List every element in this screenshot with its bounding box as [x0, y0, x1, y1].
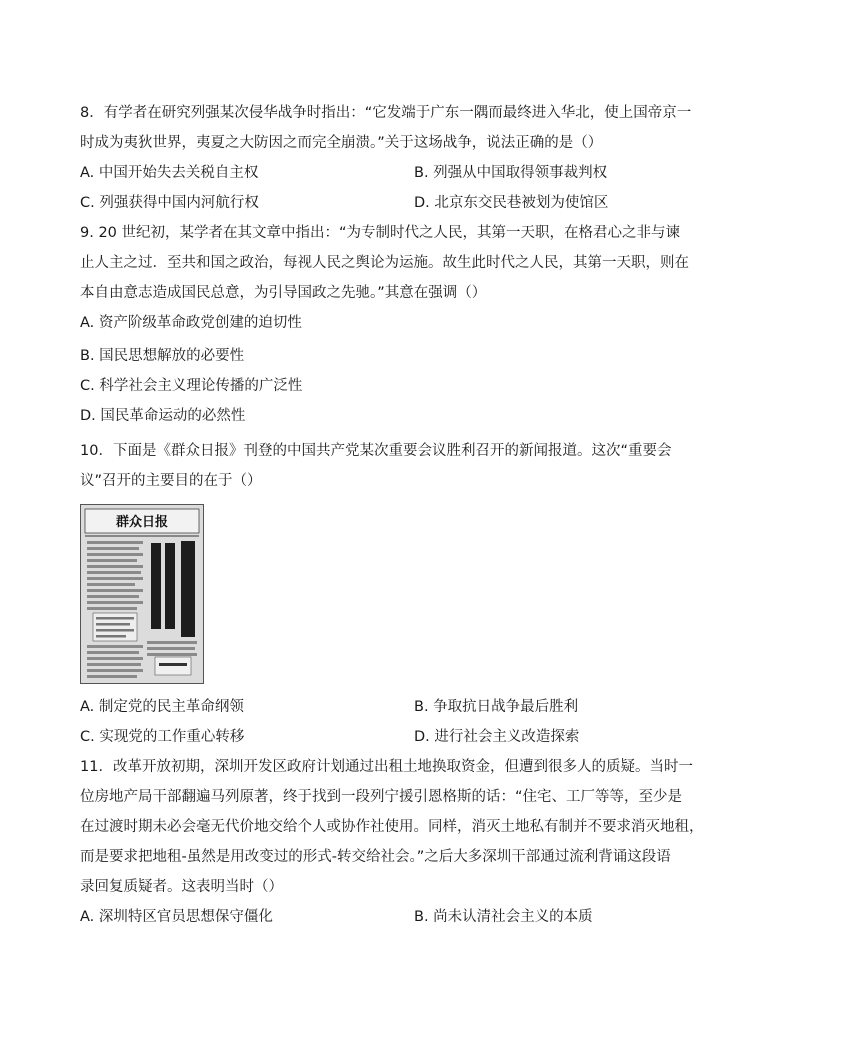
- q9-stem-line-3: 本自由意志造成国民总意，为引导国政之先驰。”其意在强调（）: [80, 285, 487, 301]
- newspaper-illustration: [81, 505, 203, 683]
- q9-stem-line-2: 止人主之过．至共和国之政治，每视人民之舆论为运施。故生此时代之人民，其第一天职，则在: [80, 255, 689, 271]
- q11-stem-line-4: 而是要求把地租-虽然是用改变过的形式-转交给社会。”之后大多深圳干部通过流利背诵这段语: [80, 849, 671, 865]
- q8-option-d[interactable]: D. 北京东交民巷被划为使馆区: [414, 195, 609, 211]
- q10-stem-line-2: 议”召开的主要目的在于（）: [80, 473, 262, 489]
- q8-option-b[interactable]: B. 列强从中国取得领事裁判权: [414, 165, 608, 181]
- q11-stem-line-3: 在过渡时期未必会毫无代价地交给个人或协作社使用。同样，消灭土地私有制并不要求消灭地租，: [80, 819, 704, 835]
- q10-option-c[interactable]: C. 实现党的工作重心转移: [80, 729, 245, 745]
- q9-option-a[interactable]: A. 资产阶级革命政党创建的迫切性: [80, 315, 302, 331]
- q10-stem-line-1: 10．下面是《群众日报》刊登的中国共产党某次重要会议胜利召开的新闻报道。这次“重要会: [80, 443, 672, 459]
- q10-option-a[interactable]: A. 制定党的民主革命纲领: [80, 699, 244, 715]
- q9-option-c[interactable]: C. 科学社会主义理论传播的广泛性: [80, 378, 303, 394]
- q8-stem-line-1: 8．有学者在研究列强某次侵华战争时指出：“它发端于广东一隅而最终进入华北，使上国帝京一: [80, 105, 692, 121]
- q9-stem-line-1: 9. 20 世纪初，某学者在其文章中指出：“为专制时代之人民，其第一天职，在格君心之非与谏: [80, 225, 681, 241]
- q11-stem-line-1: 11．改革开放初期，深圳开发区政府计划通过出租土地换取资金，但遭到很多人的质疑。当时一: [80, 759, 693, 775]
- q11-option-a[interactable]: A. 深圳特区官员思想保守僵化: [80, 909, 273, 925]
- q9-option-b[interactable]: B. 国民思想解放的必要性: [80, 348, 245, 364]
- q11-option-b[interactable]: B. 尚未认清社会主义的本质: [414, 909, 593, 925]
- q10-option-d[interactable]: D. 进行社会主义改造探索: [414, 729, 580, 745]
- q9-option-d[interactable]: D. 国民革命运动的必然性: [80, 408, 246, 424]
- newspaper-image: [80, 504, 204, 684]
- newspaper-masthead: 群众日报: [115, 515, 169, 530]
- q8-option-a[interactable]: A. 中国开始失去关税自主权: [80, 165, 259, 181]
- q11-stem-line-5: 录回复质疑者。这表明当时（）: [80, 879, 283, 895]
- q11-stem-line-2: 位房地产局干部翻遍马列原著，终于找到一段列宁援引恩格斯的话：“住宅、工厂等等，至少是: [80, 789, 683, 805]
- q8-option-c[interactable]: C. 列强获得中国内河航行权: [80, 195, 259, 211]
- q8-stem-line-2: 时成为夷狄世界，夷夏之大防因之而完全崩溃。”关于这场战争，说法正确的是（）: [80, 135, 603, 151]
- q10-option-b[interactable]: B. 争取抗日战争最后胜利: [414, 699, 579, 715]
